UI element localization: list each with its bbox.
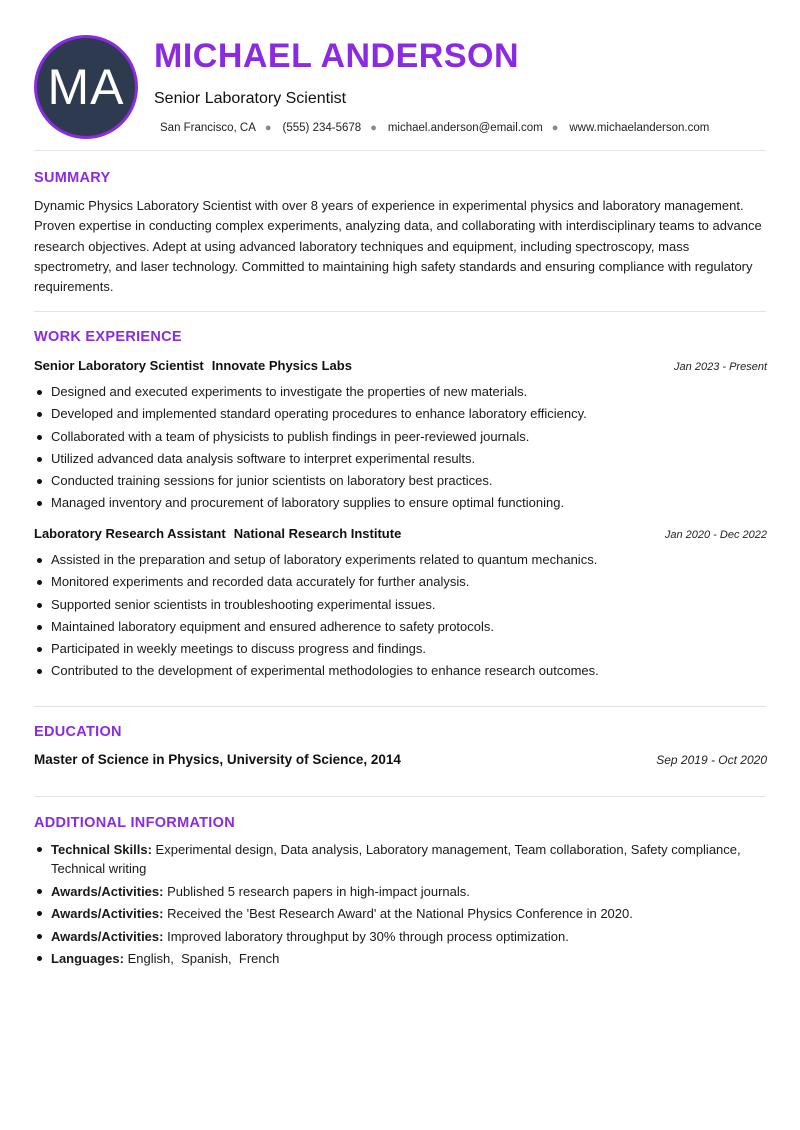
list-item: Participated in weekly meetings to discuss progress and findings. [34,638,770,660]
contact-line [160,120,770,136]
divider [34,150,766,151]
section-title-education: EDUCATION [34,724,122,740]
list-item: Supported senior scientists in troubleshooting experimental issues. [34,594,770,616]
job-role: Laboratory Research Assistant [34,526,226,541]
list-item [34,949,760,968]
education-entry [34,752,767,767]
divider [34,311,766,312]
contact-email[interactable]: michael.anderson@email.com [387,122,543,134]
job-dates: Jan 2020 - Dec 2022 [664,529,767,541]
divider [34,796,766,797]
candidate-title: Senior Laboratory Scientist [154,90,347,107]
item-label: Awards/Activities: [51,883,164,899]
item-label: Technical Skills: [51,842,152,857]
item-text: Received the 'Best Research Award' at the National Physics Conference in 2020. [167,906,633,921]
list-item: Monitored experiments and recorded data accurately for further analysis. [34,571,770,593]
job-title [34,526,401,541]
section-title-additional: ADDITIONAL INFORMATION [34,815,235,831]
list-item: Collaborated with a team of physicists to publish findings in peer-reviewed journals. [34,426,770,448]
item-label: Awards/Activities: [51,928,164,944]
job-role: Senior Laboratory Scientist [34,358,204,373]
list-item [34,904,760,923]
education-dates: Sep 2019 - Oct 2020 [656,753,767,767]
item-label: Languages: [51,951,124,966]
item-text: English, Spanish, French [127,951,280,966]
list-item [34,840,760,878]
job-company: Innovate Physics Labs [211,358,352,373]
job-bullets [34,549,770,683]
separator-dot: ● [551,122,559,134]
list-item: Contributed to the development of experimental methodologies to enhance research outcomes. [34,660,770,682]
item-label: Awards/Activities: [51,906,164,921]
job-header [34,358,767,373]
list-item: Maintained laboratory equipment and ensured adherence to safety protocols. [34,616,770,638]
list-item: Assisted in the preparation and setup of laboratory experiments related to quantum mechanics. [34,549,770,571]
item-text: Published 5 research papers in high-impact journals. [167,883,470,899]
contact-phone[interactable]: (555) 234-5678 [282,122,362,134]
item-text: Experimental design, Data analysis, Laboratory management, Team collaboration, Safety compliance, Technical writing [51,842,741,876]
summary-text: Dynamic Physics Laboratory Scientist with over 8 years of experience in experimental physics and laboratory management. Proven expertise in conducting complex experiments, analyzing data, and collaborating with interdisciplinary teams to advance research objectives. Adept at using advanced laboratory techniques and equipment, including spectroscopy, mass spectrometry, and laser technology. Committed to maintaining high safety standards and ensuring compliance with regulatory requirements. [34,198,762,295]
list-item: Designed and executed experiments to investigate the properties of new materials. [34,381,770,403]
list-item [34,882,760,901]
section-title-experience: WORK EXPERIENCE [34,329,182,345]
divider [34,706,766,707]
contact-location: San Francisco, CA [160,122,256,134]
list-item: Utilized advanced data analysis software to interpret experimental results. [34,448,770,470]
list-item: Developed and implemented standard operating procedures to enhance laboratory efficiency. [34,403,770,425]
avatar [34,35,138,139]
list-item: Managed inventory and procurement of laboratory supplies to ensure optimal functioning. [34,492,770,514]
job-title [34,358,352,373]
job-bullets [34,381,770,515]
avatar-initials: MA [47,59,125,115]
separator-dot: ● [370,122,377,134]
job-header [34,526,767,541]
job-dates: Jan 2023 - Present [674,361,767,373]
education-degree: Master of Science in Physics, University of Science, 2014 [34,752,401,767]
job-company: National Research Institute [233,526,402,541]
contact-website[interactable]: www.michaelanderson.com [569,122,710,134]
list-item [34,927,760,946]
section-title-summary: SUMMARY [34,170,111,186]
candidate-name: MICHAEL ANDERSON [154,37,520,75]
item-text: Improved laboratory throughput by 30% through process optimization. [167,928,569,944]
additional-info-list [34,840,760,972]
list-item: Conducted training sessions for junior scientists on laboratory best practices. [34,470,770,492]
separator-dot: ● [264,122,272,134]
